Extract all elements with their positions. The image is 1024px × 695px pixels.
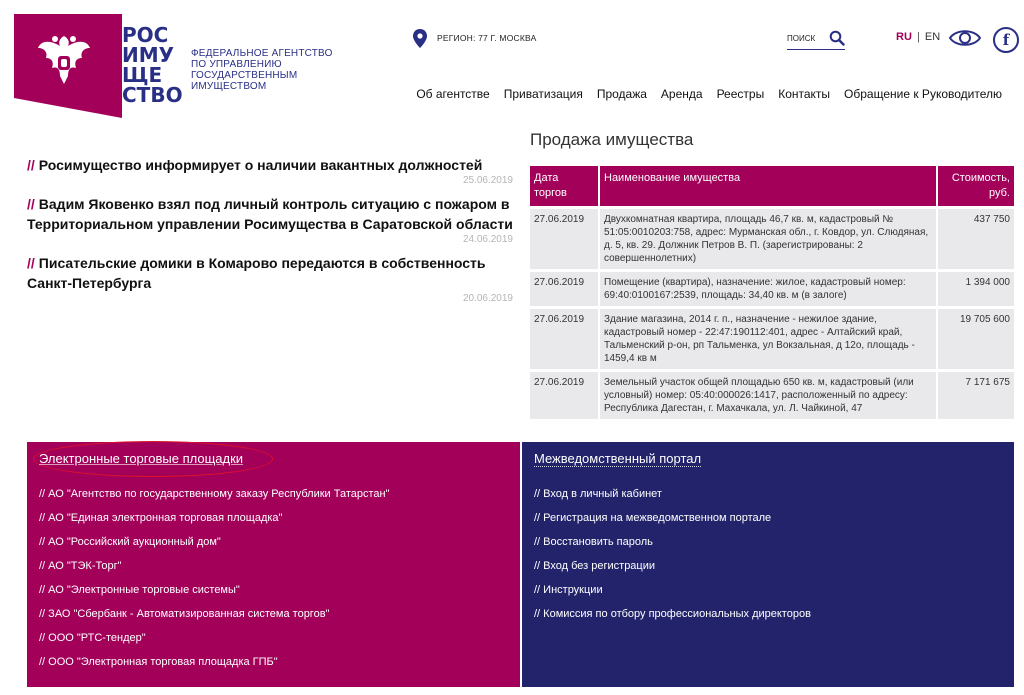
sales-title: Продажа имущества (530, 130, 694, 149)
region-selector[interactable] (413, 28, 536, 48)
interagency-portal-title[interactable]: Межведомственный портал (534, 451, 702, 466)
language-switcher (896, 31, 940, 43)
cell-cost: 1 394 000 (938, 272, 1014, 306)
cell-cost: 437 750 (938, 209, 1014, 269)
cell-date: 27.06.2019 (530, 372, 600, 419)
portal-link[interactable]: // Вход без регистрации (534, 560, 656, 572)
nav-item-contacts[interactable]: Контакты (778, 87, 831, 101)
news-date: 20.06.2019 (462, 293, 513, 304)
trading-platforms-list (39, 488, 390, 680)
cell-date: 27.06.2019 (530, 209, 600, 269)
facebook-icon[interactable]: f (993, 27, 1019, 53)
news-item[interactable] (27, 253, 513, 304)
news-date: 25.06.2019 (462, 175, 513, 186)
cell-name[interactable]: Здание магазина, 2014 г. п., назначение - нежилое здание, кадастровый номер - 22:47:190112:401, адрес - Алтайский край, Тальменский р-он, рп Тальменка, ул Вокзальная, д 12о, площадь - 1459,4 кв м (600, 309, 938, 369)
nav-item-about[interactable]: Об агентстве (416, 87, 490, 101)
table-row[interactable] (530, 372, 1014, 419)
platform-link[interactable]: // АО "Единая электронная торговая площадка" (39, 512, 283, 524)
news-title-text[interactable]: Вадим Яковенко взял под личный контроль ситуацию с пожаром в Территориальном управлении Росимущества в Саратовской области (27, 196, 513, 232)
portal-link[interactable]: // Инструкции (534, 584, 603, 596)
nav-item-rent[interactable]: Аренда (660, 87, 703, 101)
table-row[interactable] (530, 209, 1014, 269)
lang-en[interactable]: EN (924, 31, 941, 43)
cell-date: 27.06.2019 (530, 309, 600, 369)
news-title[interactable] (27, 194, 513, 234)
interagency-portal-list (534, 488, 811, 632)
news-slashes: // (27, 255, 35, 271)
cell-cost: 19 705 600 (938, 309, 1014, 369)
cell-date: 27.06.2019 (530, 272, 600, 306)
logo-line: ЩЕ (122, 63, 163, 87)
search-label: ПОИСК (787, 34, 816, 43)
search-box[interactable] (787, 28, 845, 50)
logo-wordmark (122, 25, 183, 105)
news-date: 24.06.2019 (462, 234, 513, 245)
table-row[interactable] (530, 309, 1014, 369)
header-cost: Стоимость, руб. (938, 166, 1014, 206)
region-label: РЕГИОН: 77 Г. МОСКВА (437, 33, 537, 43)
news-list (27, 155, 513, 304)
cell-name[interactable]: Двухкомнатная квартира, площадь 46,7 кв. м, кадастровый № 51:05:0010203:758, адрес: Мурманская обл., г. Ковдор, ул. Слюдяная, д. 5, кв. 29. Должник Петров В. П. (зарегистрированы: 2 совершеннолетних) (600, 209, 938, 269)
lang-separator: | (916, 31, 920, 43)
agency-name (191, 48, 333, 92)
news-item[interactable] (27, 194, 513, 245)
nav-item-registries[interactable]: Реестры (716, 87, 765, 101)
platform-link[interactable]: // АО "ТЭК-Торг" (39, 560, 122, 572)
search-icon[interactable] (829, 30, 845, 46)
platform-link[interactable]: // ЗАО "Сбербанк - Автоматизированная система торгов" (39, 608, 330, 620)
portal-link[interactable]: // Вход в личный кабинет (534, 488, 662, 500)
news-slashes: // (27, 196, 35, 212)
platform-link[interactable]: // АО "Электронные торговые системы" (39, 584, 240, 596)
header-name: Наименование имущества (600, 166, 938, 206)
agency-line: ИМУЩЕСТВОМ (191, 81, 267, 92)
main-nav (402, 87, 1002, 101)
agency-line: ГОСУДАРСТВЕННЫМ (191, 70, 298, 81)
table-row[interactable] (530, 272, 1014, 306)
map-pin-icon (413, 29, 427, 48)
cell-name[interactable]: Помещение (квартира), назначение: жилое, кадастровый номер: 69:40:0100167:2539, площадь: 34,40 кв. м (в залоге) (600, 272, 938, 306)
table-header-row (530, 166, 1014, 206)
cell-cost: 7 171 675 (938, 372, 1014, 419)
header-date: Дата торгов (530, 166, 600, 206)
news-title[interactable] (27, 253, 513, 293)
nav-item-appeal[interactable]: Обращение к Руководителю (844, 87, 1002, 101)
sales-table (530, 163, 1014, 422)
nav-item-sale[interactable]: Продажа (596, 87, 647, 101)
platform-link[interactable]: // ООО "РТС-тендер" (39, 632, 146, 644)
logo-line: РОС (122, 23, 169, 47)
interagency-portal-panel (522, 442, 1014, 687)
news-title[interactable] (27, 155, 513, 175)
trading-platforms-panel (27, 442, 520, 687)
logo-line: СТВО (122, 83, 183, 107)
logo-line: ИМУ (122, 43, 175, 67)
portal-link[interactable]: // Регистрация на межведомственном портале (534, 512, 772, 524)
trading-platforms-title[interactable]: Электронные торговые площадки (39, 451, 244, 466)
nav-item-privatization[interactable]: Приватизация (503, 87, 583, 101)
agency-line: ПО УПРАВЛЕНИЮ (191, 59, 282, 70)
lang-ru[interactable]: RU (896, 31, 912, 43)
portal-link[interactable]: // Восстановить пароль (534, 536, 653, 548)
news-item[interactable] (27, 155, 513, 186)
logo[interactable] (14, 14, 182, 118)
eye-icon[interactable] (948, 27, 982, 49)
platform-link[interactable]: // АО "Агентство по государственному заказу Республики Татарстан" (39, 488, 390, 500)
news-title-text[interactable]: Писательские домики в Комарово передаются в собственность Санкт-Петербурга (27, 255, 486, 291)
news-title-text[interactable]: Росимущество информирует о наличии вакантных должностей (38, 157, 483, 173)
platform-link[interactable]: // АО "Российский аукционный дом" (39, 536, 221, 548)
portal-link[interactable]: // Комиссия по отбору профессиональных директоров (534, 608, 811, 620)
platform-link[interactable]: // ООО "Электронная торговая площадка ГПБ" (39, 656, 278, 668)
news-slashes: // (27, 157, 35, 173)
cell-name[interactable]: Земельный участок общей площадью 650 кв. м, кадастровый (или условный) номер: 05:40:000026:1417, расположенный по адресу: Республика Дагестан, г. Махачкала, ул. Л. Чайкиной, 47 (600, 372, 938, 419)
agency-line: ФЕДЕРАЛЬНОЕ АГЕНТСТВО (191, 48, 333, 59)
